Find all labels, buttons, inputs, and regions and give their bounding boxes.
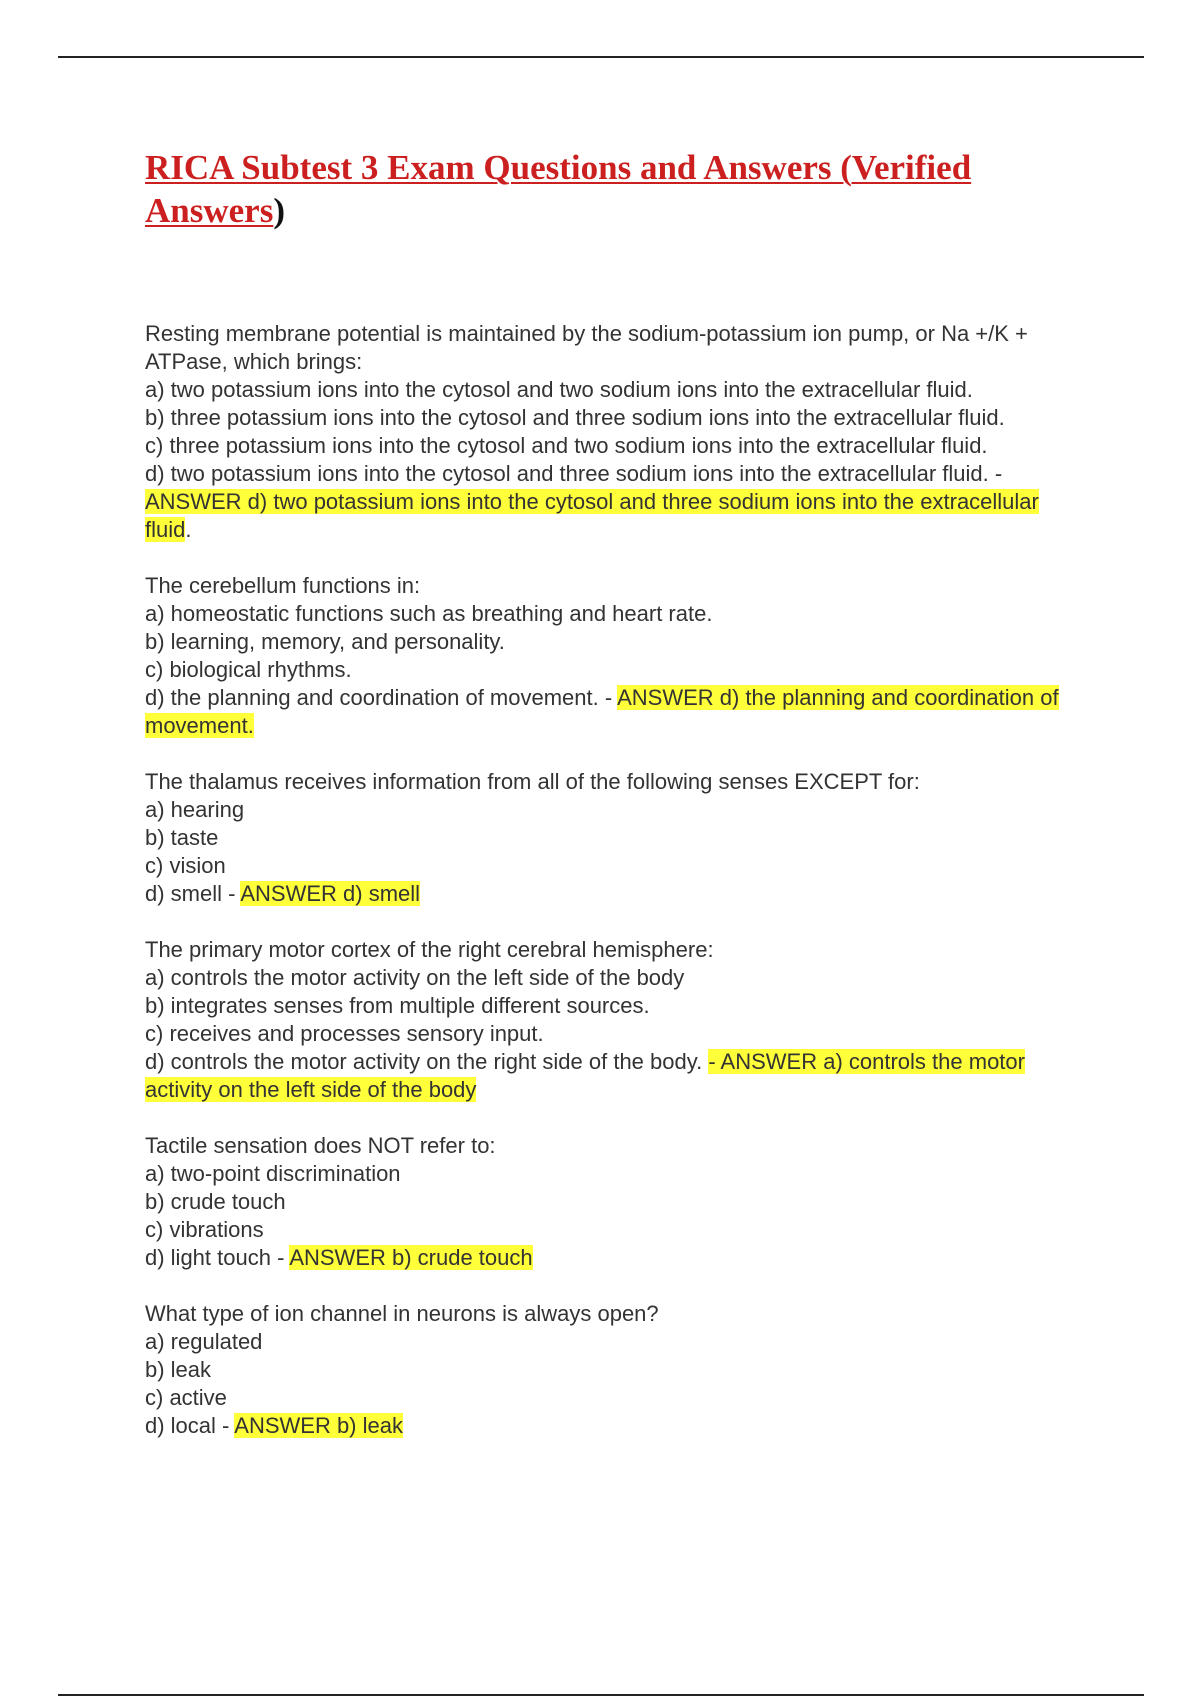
document-body [145,146,1075,1468]
option-c: c) vibrations [145,1217,264,1242]
option-d: d) light touch - [145,1245,290,1270]
option-c: c) three potassium ions into the cytosol and two sodium ions into the extracellular fluid. [145,433,988,458]
answer-highlight: ANSWER d) smell [240,881,421,906]
document-title-main: RICA Subtest 3 Exam Questions and Answers (Verified Answers [145,148,972,230]
header-rule [58,56,1144,58]
question-stem: Resting membrane potential is maintained by the sodium-potassium ion pump, or Na +/K + ATPase, which brings: [145,321,1028,374]
option-b: b) crude touch [145,1189,286,1214]
option-c: c) receives and processes sensory input. [145,1021,544,1046]
option-c: c) vision [145,853,226,878]
answer-highlight: ANSWER b) leak [234,1413,403,1438]
option-d: d) controls the motor activity on the right side of the body. [145,1049,709,1074]
question-block [145,1132,1075,1272]
option-b: b) learning, memory, and personality. [145,629,505,654]
question-block [145,572,1075,740]
option-b: b) three potassium ions into the cytosol and three sodium ions into the extracellular fluid. [145,405,1005,430]
option-a: a) two-point discrimination [145,1161,401,1186]
answer-trailing: . [185,517,192,542]
option-b: b) integrates senses from multiple different sources. [145,993,650,1018]
option-a: a) hearing [145,797,245,822]
question-block [145,768,1075,908]
option-d-with-answer [145,1244,1075,1272]
option-d-with-answer [145,460,1075,544]
answer-highlight: ANSWER b) crude touch [289,1245,533,1270]
question-stem: The cerebellum functions in: [145,573,421,598]
option-a: a) two potassium ions into the cytosol and two sodium ions into the extracellular fluid. [145,377,973,402]
option-d-with-answer [145,880,1075,908]
question-block [145,936,1075,1104]
option-d-with-answer [145,1412,1075,1440]
answer-highlight: ANSWER d) two potassium ions into the cytosol and three sodium ions into the extracellular fluid [145,489,1039,542]
option-d: d) the planning and coordination of movement. - [145,685,618,710]
option-b: b) leak [145,1357,212,1382]
question-block [145,320,1075,544]
option-d: d) local - [145,1413,235,1438]
answer-highlight: - ANSWER a) controls the motor activity on the left side of the body [145,1049,1025,1102]
option-b: b) taste [145,825,219,850]
document-title [145,146,1075,232]
option-a: a) regulated [145,1329,263,1354]
option-d-with-answer [145,1048,1075,1104]
option-a: a) homeostatic functions such as breathing and heart rate. [145,601,713,626]
document-title-suffix: ) [273,191,285,230]
question-stem: The primary motor cortex of the right cerebral hemisphere: [145,937,714,962]
option-d-with-answer [145,684,1075,740]
question-block [145,1300,1075,1440]
option-d: d) smell - [145,881,241,906]
option-c: c) biological rhythms. [145,657,352,682]
answer-highlight: ANSWER d) the planning and coordination of movement. [145,685,1059,738]
question-stem: The thalamus receives information from all of the following senses EXCEPT for: [145,769,920,794]
footer-rule [58,1694,1144,1696]
option-d: d) two potassium ions into the cytosol and three sodium ions into the extracellular fluid. - [145,461,1003,486]
option-a: a) controls the motor activity on the left side of the body [145,965,685,990]
question-stem: What type of ion channel in neurons is always open? [145,1301,659,1326]
question-stem: Tactile sensation does NOT refer to: [145,1133,496,1158]
option-c: c) active [145,1385,227,1410]
